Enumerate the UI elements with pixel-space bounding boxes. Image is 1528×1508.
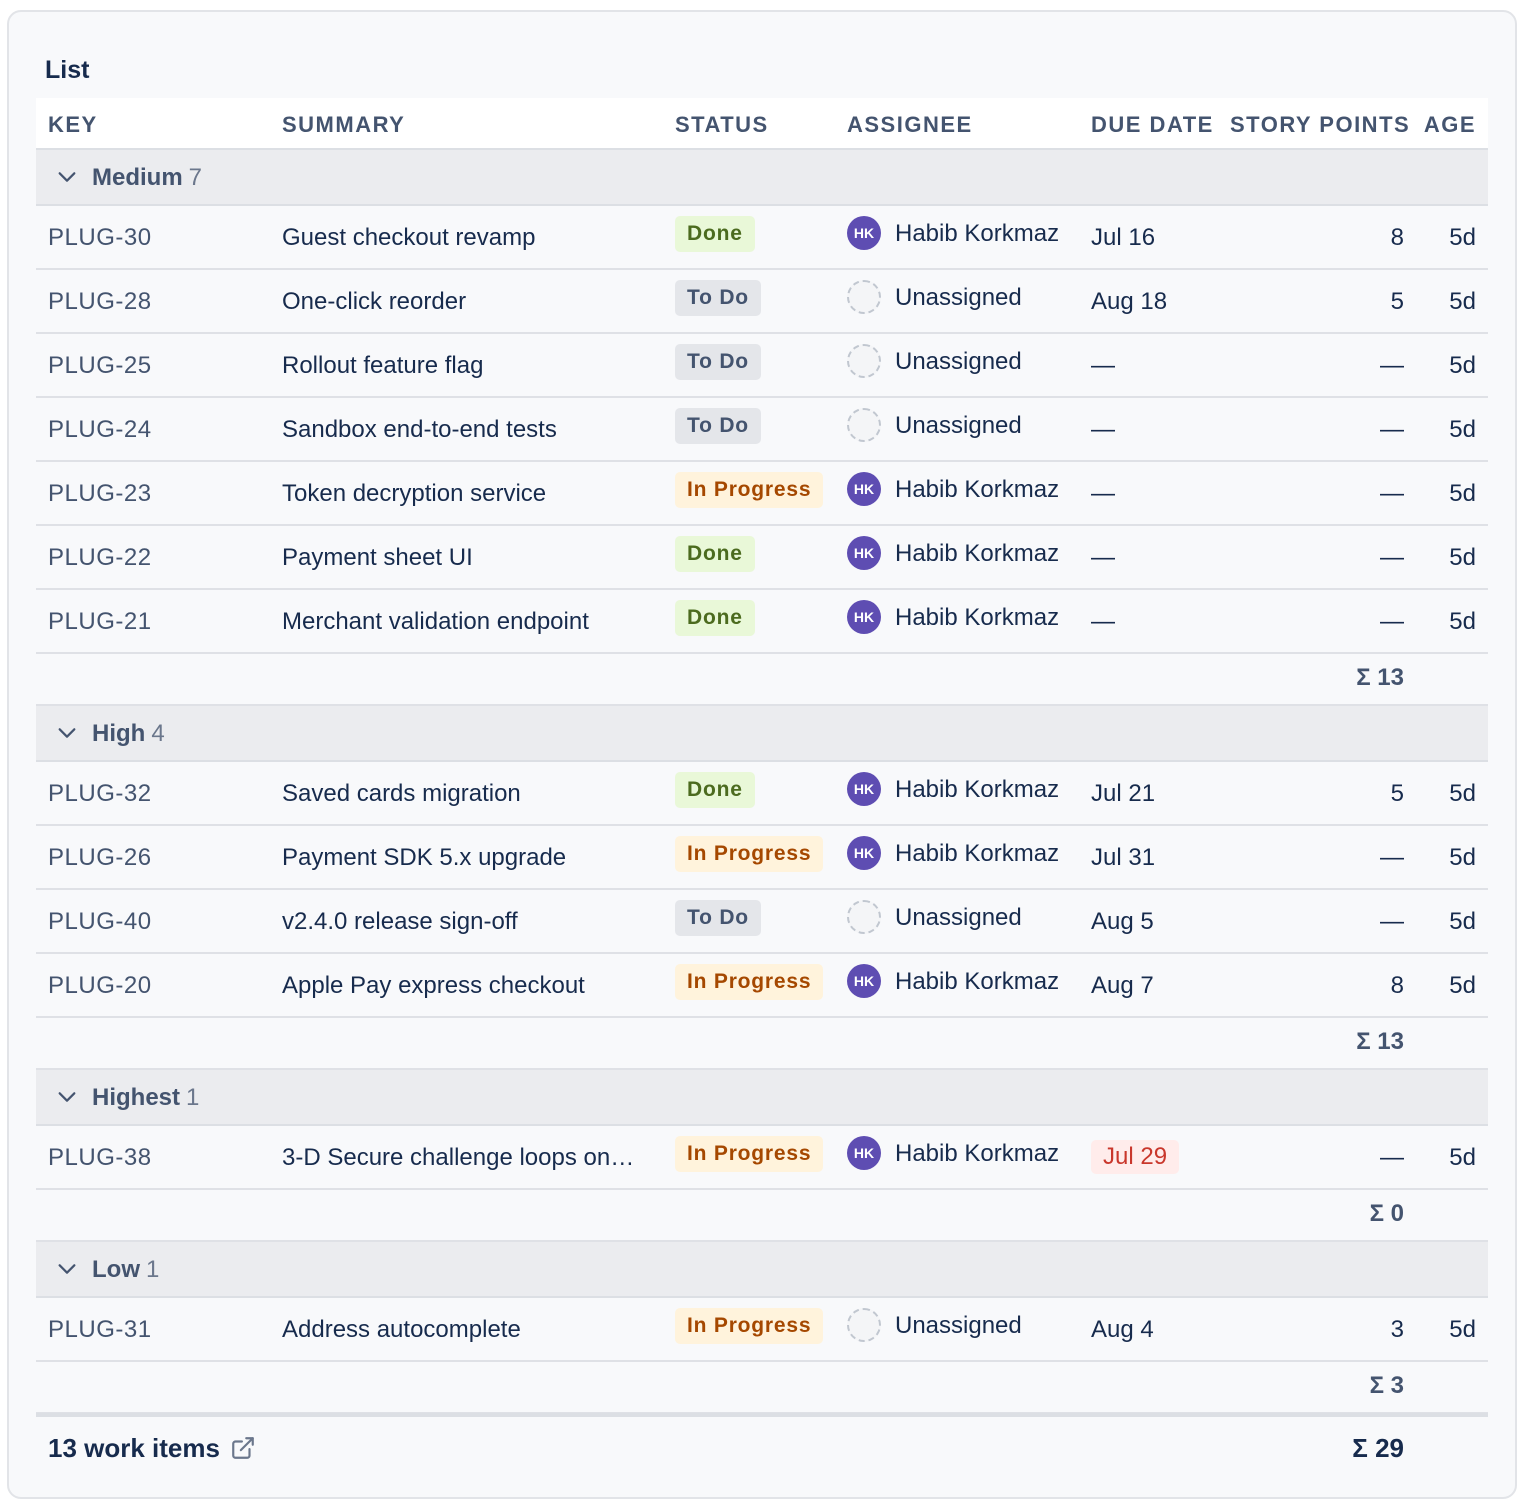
- story-points-total: Σ 29: [1352, 1433, 1404, 1463]
- avatar: HK: [847, 1136, 881, 1170]
- status-lozenge[interactable]: In Progress: [675, 836, 823, 872]
- due-date: Aug 7: [1091, 972, 1154, 999]
- issue-key[interactable]: PLUG-23: [48, 480, 152, 507]
- table-row[interactable]: [36, 462, 1488, 526]
- assignee-name[interactable]: Unassigned: [895, 412, 1022, 439]
- due-date: Jul 16: [1091, 224, 1156, 251]
- column-header-age[interactable]: AGE: [1423, 112, 1476, 137]
- assignee-name[interactable]: Habib Korkmaz: [895, 1140, 1060, 1167]
- issue-age: 5d: [1449, 416, 1476, 443]
- status-lozenge[interactable]: Done: [675, 216, 755, 252]
- issue-age: 5d: [1449, 844, 1476, 871]
- assignee-name[interactable]: Habib Korkmaz: [895, 476, 1060, 503]
- issue-summary[interactable]: Rollout feature flag: [282, 352, 484, 379]
- group-sum-row: [36, 654, 1488, 706]
- table-row[interactable]: [36, 398, 1488, 462]
- issue-summary[interactable]: Apple Pay express checkout: [282, 972, 585, 999]
- due-date: Aug 4: [1091, 1316, 1154, 1343]
- issues-table: [36, 98, 1488, 1414]
- issue-key[interactable]: PLUG-40: [48, 908, 152, 935]
- assignee-name[interactable]: Habib Korkmaz: [895, 220, 1060, 247]
- avatar: HK: [847, 772, 881, 806]
- issue-age: 5d: [1449, 1144, 1476, 1171]
- story-points: —: [1380, 844, 1404, 871]
- story-points: 3: [1390, 1316, 1404, 1343]
- status-lozenge[interactable]: In Progress: [675, 1136, 823, 1172]
- table-row[interactable]: [36, 590, 1488, 654]
- table-row[interactable]: [36, 762, 1488, 826]
- group-count: 4: [151, 720, 165, 747]
- issue-age: 5d: [1449, 352, 1476, 379]
- status-lozenge[interactable]: To Do: [675, 900, 761, 936]
- issue-summary[interactable]: Guest checkout revamp: [282, 224, 536, 251]
- issue-age: 5d: [1449, 480, 1476, 507]
- issue-summary[interactable]: v2.4.0 release sign-off: [282, 908, 518, 935]
- due-date: Aug 5: [1091, 908, 1154, 935]
- unassigned-avatar-icon: [847, 1308, 881, 1342]
- table-body: [36, 150, 1488, 1414]
- issue-key[interactable]: PLUG-22: [48, 544, 152, 571]
- status-lozenge[interactable]: To Do: [675, 344, 761, 380]
- issue-age: 5d: [1449, 1316, 1476, 1343]
- group-count: 1: [186, 1084, 200, 1111]
- table-row[interactable]: [36, 270, 1488, 334]
- issue-summary[interactable]: Token decryption service: [282, 480, 547, 507]
- issue-summary[interactable]: Payment sheet UI: [282, 544, 473, 571]
- issue-summary[interactable]: One-click reorder: [282, 288, 467, 315]
- group-header-high[interactable]: [36, 706, 1488, 762]
- column-header-due-date[interactable]: DUE DATE: [1091, 112, 1214, 137]
- story-points: —: [1380, 608, 1404, 635]
- column-header-status[interactable]: STATUS: [675, 112, 769, 137]
- unassigned-avatar-icon: [847, 900, 881, 934]
- due-date: —: [1091, 416, 1115, 443]
- group-sum-row: [36, 1190, 1488, 1242]
- assignee-name[interactable]: Unassigned: [895, 284, 1022, 311]
- story-points: —: [1380, 416, 1404, 443]
- avatar: HK: [847, 216, 881, 250]
- issue-age: 5d: [1449, 544, 1476, 571]
- avatar: HK: [847, 536, 881, 570]
- table-row[interactable]: [36, 526, 1488, 590]
- group-name: [92, 1256, 159, 1284]
- group-label: Medium: [92, 164, 183, 191]
- group-sum-row: [36, 1362, 1488, 1414]
- due-date: Aug 18: [1091, 288, 1168, 315]
- assignee-name[interactable]: Unassigned: [895, 1312, 1022, 1339]
- due-date: Jul 21: [1091, 780, 1156, 807]
- chevron-down-icon[interactable]: [56, 1086, 78, 1108]
- group-label: High: [92, 720, 146, 747]
- story-points: —: [1380, 480, 1404, 507]
- group-name: [92, 720, 165, 748]
- work-items-count: 13 work items: [48, 1433, 220, 1463]
- group-name: [92, 164, 202, 192]
- issue-summary[interactable]: Address autocomplete: [282, 1316, 521, 1343]
- group-header-highest[interactable]: [36, 1070, 1488, 1126]
- assignee-name[interactable]: Unassigned: [895, 348, 1022, 375]
- issue-age: 5d: [1449, 972, 1476, 999]
- issue-key[interactable]: PLUG-31: [48, 1316, 152, 1343]
- assignee-name[interactable]: Habib Korkmaz: [895, 604, 1060, 631]
- table-row[interactable]: [36, 826, 1488, 890]
- issue-age: 5d: [1449, 288, 1476, 315]
- group-story-points-sum: Σ 3: [1369, 1372, 1404, 1399]
- story-points: —: [1380, 1144, 1404, 1171]
- column-header-story-points[interactable]: STORY POINTS: [1230, 112, 1411, 137]
- table-row[interactable]: [36, 1298, 1488, 1362]
- issue-key[interactable]: PLUG-20: [48, 972, 152, 999]
- status-lozenge[interactable]: To Do: [675, 408, 761, 444]
- status-lozenge[interactable]: In Progress: [675, 472, 823, 508]
- table-row[interactable]: [36, 890, 1488, 954]
- unassigned-avatar-icon: [847, 344, 881, 378]
- table-row[interactable]: [36, 334, 1488, 398]
- issue-age: 5d: [1449, 780, 1476, 807]
- assignee-name[interactable]: Habib Korkmaz: [895, 540, 1060, 567]
- due-date-overdue: Jul 29: [1091, 1140, 1179, 1174]
- issue-summary[interactable]: Merchant validation endpoint: [282, 608, 589, 635]
- column-header-key[interactable]: KEY: [48, 112, 98, 137]
- due-date: —: [1091, 352, 1115, 379]
- status-lozenge[interactable]: In Progress: [675, 964, 823, 1000]
- assignee-name[interactable]: Habib Korkmaz: [895, 840, 1060, 867]
- story-points: —: [1380, 544, 1404, 571]
- due-date: Jul 31: [1091, 844, 1156, 871]
- chevron-down-icon[interactable]: [56, 166, 78, 188]
- group-sum-row: [36, 1018, 1488, 1070]
- issue-key[interactable]: PLUG-24: [48, 416, 152, 443]
- story-points: 8: [1390, 972, 1404, 999]
- table-footer: [36, 1413, 1488, 1483]
- avatar: HK: [847, 472, 881, 506]
- avatar: HK: [847, 600, 881, 634]
- status-lozenge[interactable]: Done: [675, 536, 755, 572]
- group-label: Low: [92, 1256, 140, 1283]
- story-points: 8: [1390, 224, 1404, 251]
- table-row[interactable]: [36, 954, 1488, 1018]
- group-count: 1: [146, 1256, 160, 1283]
- issue-key[interactable]: PLUG-21: [48, 608, 152, 635]
- chevron-down-icon[interactable]: [56, 1258, 78, 1280]
- table-header: [36, 98, 1488, 150]
- assignee-name[interactable]: Unassigned: [895, 904, 1022, 931]
- column-header-summary[interactable]: SUMMARY: [282, 112, 406, 137]
- group-story-points-sum: Σ 0: [1369, 1200, 1404, 1227]
- issue-key[interactable]: PLUG-38: [48, 1144, 152, 1171]
- assignee-name[interactable]: Habib Korkmaz: [895, 776, 1060, 803]
- due-date: —: [1091, 544, 1115, 571]
- chevron-down-icon[interactable]: [56, 722, 78, 744]
- status-lozenge[interactable]: Done: [675, 600, 755, 636]
- group-label: Highest: [92, 1084, 181, 1111]
- group-story-points-sum: Σ 13: [1356, 664, 1404, 691]
- story-points: —: [1380, 908, 1404, 935]
- story-points: 5: [1390, 780, 1404, 807]
- issue-summary[interactable]: Sandbox end-to-end tests: [282, 416, 557, 443]
- group-story-points-sum: Σ 13: [1356, 1028, 1404, 1055]
- issue-summary[interactable]: Payment SDK 5.x upgrade: [282, 844, 567, 871]
- issue-age: 5d: [1449, 908, 1476, 935]
- group-count: 7: [188, 164, 203, 191]
- issue-key[interactable]: PLUG-30: [48, 224, 152, 251]
- story-points: 5: [1390, 288, 1404, 315]
- issue-key[interactable]: PLUG-28: [48, 288, 152, 315]
- external-link-icon: [230, 1435, 256, 1461]
- issue-summary[interactable]: Saved cards migration: [282, 780, 521, 807]
- group-name: [92, 1084, 199, 1112]
- issue-age: 5d: [1449, 608, 1476, 635]
- work-items-link[interactable]: [48, 1433, 256, 1464]
- status-lozenge[interactable]: In Progress: [675, 1308, 823, 1344]
- group-header-medium[interactable]: [36, 150, 1488, 206]
- issue-summary[interactable]: 3-D Secure challenge loops on…: [282, 1144, 635, 1171]
- assignee-name[interactable]: Habib Korkmaz: [895, 968, 1060, 995]
- unassigned-avatar-icon: [847, 280, 881, 314]
- list-title: List: [45, 56, 90, 84]
- due-date: —: [1091, 480, 1115, 507]
- status-lozenge[interactable]: Done: [675, 772, 755, 808]
- story-points: —: [1380, 352, 1404, 379]
- column-header-assignee[interactable]: ASSIGNEE: [847, 112, 973, 137]
- due-date: —: [1091, 608, 1115, 635]
- issue-key[interactable]: PLUG-26: [48, 844, 152, 871]
- table-row[interactable]: [36, 206, 1488, 270]
- unassigned-avatar-icon: [847, 408, 881, 442]
- group-header-low[interactable]: [36, 1242, 1488, 1298]
- avatar: HK: [847, 964, 881, 998]
- table-row[interactable]: [36, 1126, 1488, 1190]
- status-lozenge[interactable]: To Do: [675, 280, 761, 316]
- issue-age: 5d: [1449, 224, 1476, 251]
- issue-key[interactable]: PLUG-25: [48, 352, 152, 379]
- issue-key[interactable]: PLUG-32: [48, 780, 152, 807]
- avatar: HK: [847, 836, 881, 870]
